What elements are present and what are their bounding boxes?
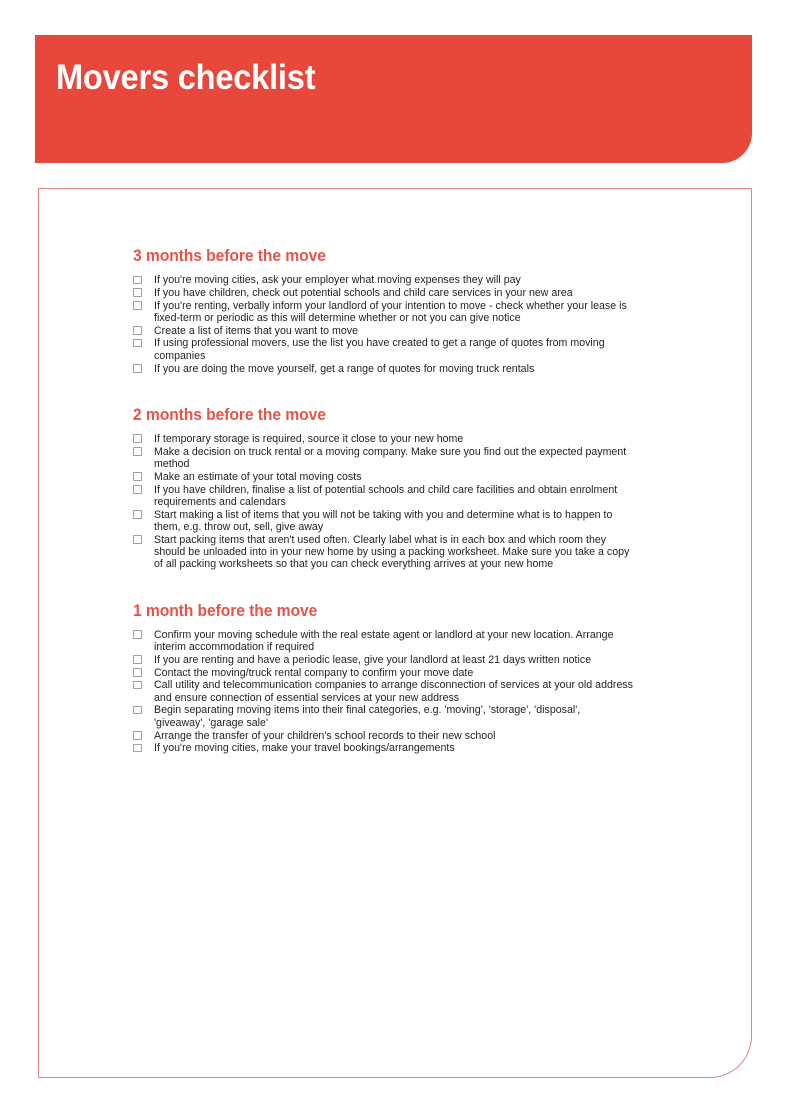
checkbox-icon[interactable]	[133, 301, 142, 310]
checklist-item-label: If you're renting, verbally inform your landlord of your intention to move - check whether your lease is fixed-term or periodic as this will determine whether or not you can give notice	[154, 299, 627, 324]
checkbox-icon[interactable]	[133, 655, 142, 664]
checklist-item[interactable]	[133, 679, 633, 704]
checkbox-icon[interactable]	[133, 288, 142, 297]
checklist-item[interactable]	[133, 667, 633, 679]
checklist-item[interactable]	[133, 654, 633, 666]
checkbox-icon[interactable]	[133, 510, 142, 519]
checklist-item-list	[133, 433, 633, 571]
checklist-item[interactable]	[133, 704, 633, 729]
checklist-item-list	[133, 274, 633, 375]
checkbox-icon[interactable]	[133, 485, 142, 494]
checklist-item[interactable]	[133, 629, 633, 654]
checkbox-icon[interactable]	[133, 731, 142, 740]
section-heading: 1 month before the move	[133, 601, 318, 620]
checklist-item[interactable]	[133, 509, 633, 534]
checklist-item[interactable]	[133, 433, 633, 445]
checkbox-icon[interactable]	[133, 706, 142, 715]
checkbox-icon[interactable]	[133, 447, 142, 456]
checklist-item-label: Begin separating moving items into their final categories, e.g. 'moving', 'storage', 'disposal', 'giveaway', 'garage sale'	[154, 704, 581, 729]
checkbox-icon[interactable]	[133, 472, 142, 481]
checklist-item-label: If you're moving cities, ask your employer what moving expenses they will pay	[154, 274, 521, 286]
checklist-item-label: Call utility and telecommunication companies to arrange disconnection of services at your old address and ensure connection of essential services at your new address	[154, 679, 633, 704]
checkbox-icon[interactable]	[133, 434, 142, 443]
checkbox-icon[interactable]	[133, 630, 142, 639]
checklist-item[interactable]	[133, 484, 633, 509]
checklist-item-label: Contact the moving/truck rental company to confirm your move date	[154, 666, 474, 679]
checklist-sections	[133, 247, 633, 755]
checkbox-icon[interactable]	[133, 535, 142, 544]
checkbox-icon[interactable]	[133, 744, 142, 753]
checklist-item-label: If you're moving cities, make your travel bookings/arrangements	[154, 742, 455, 755]
checklist-item[interactable]	[133, 287, 633, 299]
header-banner	[35, 35, 752, 163]
checklist-item[interactable]	[133, 534, 633, 571]
checklist-item-label: If you are doing the move yourself, get a range of quotes for moving truck rentals	[154, 362, 535, 375]
checklist-item[interactable]	[133, 300, 633, 325]
checkbox-icon[interactable]	[133, 326, 142, 335]
checklist-section	[133, 247, 633, 375]
checklist-item[interactable]	[133, 325, 633, 337]
checklist-item-label: If you are renting and have a periodic lease, give your landlord at least 21 days written notice	[154, 653, 592, 666]
section-heading: 3 months before the move	[133, 247, 326, 265]
checklist-item[interactable]	[133, 274, 633, 286]
page-title: Movers checklist	[56, 58, 316, 97]
checklist-item-label: Make a decision on truck rental or a moving company. Make sure you find out the expected payment method	[154, 445, 627, 470]
checklist-item-label: If temporary storage is required, source it close to your new home	[154, 432, 464, 445]
checklist-item[interactable]	[133, 742, 633, 754]
checkbox-icon[interactable]	[133, 364, 142, 373]
checkbox-icon[interactable]	[133, 668, 142, 677]
checklist-item[interactable]	[133, 363, 633, 375]
checkbox-icon[interactable]	[133, 276, 142, 285]
checklist-item[interactable]	[133, 471, 633, 483]
checklist-item[interactable]	[133, 730, 633, 742]
checklist-item-label: If using professional movers, use the list you have created to get a range of quotes from moving companies	[154, 337, 605, 362]
checklist-item[interactable]	[133, 337, 633, 362]
checklist-item[interactable]	[133, 446, 633, 471]
checklist-section	[133, 602, 633, 755]
checklist-item-label: If you have children, check out potential schools and child care services in your new area	[154, 286, 573, 299]
checklist-section	[133, 406, 633, 571]
checklist-item-label: If you have children, finalise a list of potential schools and child care facilities and obtain enrolment requirements and calendars	[154, 483, 618, 508]
checklist-item-list	[133, 629, 633, 755]
section-heading: 2 months before the move	[133, 405, 326, 424]
checklist-card	[38, 188, 752, 1078]
checkbox-icon[interactable]	[133, 339, 142, 348]
checklist-item-label: Start making a list of items that you will not be taking with you and determine what is to happen to them, e.g. throw out, sell, give away	[154, 508, 613, 533]
checklist-item-label: Create a list of items that you want to move	[154, 324, 359, 337]
checkbox-icon[interactable]	[133, 681, 142, 690]
checklist-item-label: Start packing items that aren't used often. Clearly label what is in each box and which room they should be unloaded into in your new home by using a packing worksheet. Make sure you take a copy of all packing worksheets so that you can check everything arrives at your new home	[154, 533, 630, 571]
checklist-item-label: Arrange the transfer of your children's school records to their new school	[154, 729, 496, 742]
checklist-item-label: Make an estimate of your total moving costs	[154, 470, 362, 483]
checklist-item-label: Confirm your moving schedule with the real estate agent or landlord at your new location. Arrange interim accommodation if required	[154, 628, 614, 653]
